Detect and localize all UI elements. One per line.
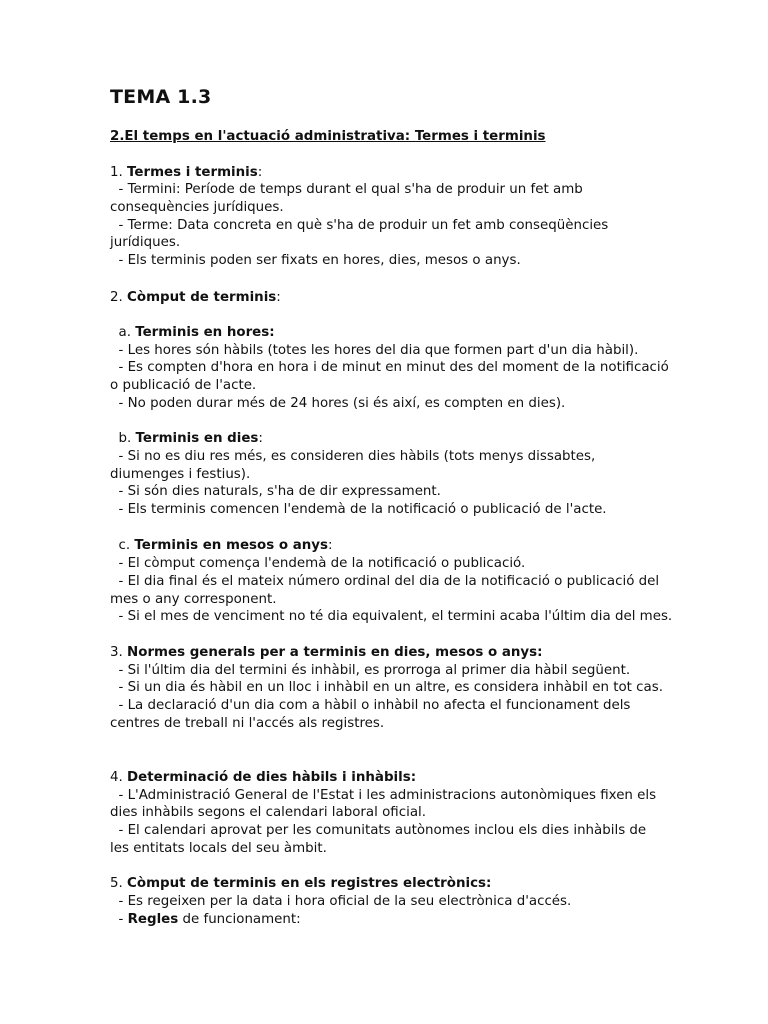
document-title: TEMA 1.3 (110, 86, 212, 108)
section-number: 1. (110, 165, 128, 180)
section-5-heading (110, 875, 491, 892)
body-line: diumenges i festius). (110, 467, 251, 482)
rules-bold: Regles (127, 912, 179, 927)
body-line-rules (110, 911, 301, 928)
subsection-heading-text: Terminis en hores: (135, 325, 275, 340)
subsection-heading-suffix: : (327, 538, 333, 553)
body-line: - La declaració d'un dia com a hàbil o inhàbil no afecta el funcionament dels (110, 698, 631, 713)
section-heading-suffix: : (276, 290, 281, 305)
subsection-heading-text: Terminis en mesos o anys (134, 538, 328, 553)
section-heading-suffix: : (257, 165, 263, 180)
section-number: 4. (110, 770, 128, 785)
rules-prefix: - (110, 912, 128, 927)
section-number: 2. (110, 290, 128, 305)
body-line: - Si són dies naturals, s'ha de dir expressament. (110, 484, 441, 499)
section-number: 3. (110, 645, 128, 660)
section-number: 5. (110, 876, 128, 891)
subsection-2a-heading (110, 324, 275, 341)
body-line: les entitats locals del seu àmbit. (110, 841, 327, 856)
subsection-2b-heading (110, 430, 263, 447)
subsection-number: b. (110, 431, 136, 446)
body-line: o publicació de l'acte. (110, 378, 257, 393)
body-line: - Es regeixen per la data i hora oficial de la seu electrònica d'accés. (110, 894, 572, 909)
body-line: dies inhàbils segons el calendari laboral oficial. (110, 805, 427, 820)
body-line: - Terme: Data concreta en què s'ha de produir un fet amb conseqüències (110, 218, 609, 233)
document-subtitle: 2.El temps en l'actuació administrativa: Termes i terminis (110, 129, 546, 144)
subsection-number: c. (110, 538, 135, 553)
section-3-heading (110, 644, 542, 661)
body-line: - Es compten d'hora en hora i de minut en minut des del moment de la notificació (110, 360, 669, 375)
body-line: mes o any corresponent. (110, 592, 277, 607)
body-line: - El còmput comença l'endemà de la notificació o publicació. (110, 556, 526, 571)
body-line: - Termini: Període de temps durant el qual s'ha de produir un fet amb (110, 182, 583, 197)
subsection-2c-heading (110, 537, 333, 554)
section-heading-text: Còmput de terminis (127, 290, 277, 305)
subsection-heading-suffix: : (258, 431, 263, 446)
body-line: jurídiques. (110, 235, 181, 250)
section-heading-text: Termes i terminis (127, 165, 258, 180)
body-line: - Els terminis poden ser fixats en hores, dies, mesos o anys. (110, 253, 521, 268)
section-heading-text: Còmput de terminis en els registres electrònics: (127, 876, 492, 891)
body-line: - L'Administració General de l'Estat i les administracions autonòmiques fixen els (110, 788, 657, 803)
body-line: consequències jurídiques. (110, 200, 284, 215)
section-2-heading (110, 289, 281, 306)
section-1-heading (110, 164, 262, 181)
body-line: - Si l'últim dia del termini és inhàbil, es prorroga al primer dia hàbil següent. (110, 663, 631, 678)
body-line: - Els terminis comencen l'endemà de la notificació o publicació de l'acte. (110, 502, 607, 517)
body-line: - El dia final és el mateix número ordinal del dia de la notificació o publicació del (110, 574, 660, 589)
subsection-heading-text: Terminis en dies (135, 431, 259, 446)
body-line: - Si el mes de venciment no té dia equivalent, el termini acaba l'últim dia del mes. (110, 609, 673, 624)
body-line: - Si no es diu res més, es consideren dies hàbils (tots menys dissabtes, (110, 449, 596, 464)
body-line: - El calendari aprovat per les comunitats autònomes inclou els dies inhàbils de (110, 823, 647, 838)
subsection-number: a. (110, 325, 136, 340)
section-heading-text: Normes generals per a terminis en dies, mesos o anys: (127, 645, 543, 660)
section-heading-text: Determinació de dies hàbils i inhàbils: (127, 770, 417, 785)
body-line: - No poden durar més de 24 hores (si és així, es compten en dies). (110, 396, 566, 411)
body-line: centres de treball ni l'accés als registres. (110, 716, 385, 731)
rules-rest: de funcionament: (178, 912, 301, 927)
section-4-heading (110, 769, 416, 786)
body-line: - Les hores són hàbils (totes les hores del dia que formen part d'un dia hàbil). (110, 343, 639, 358)
body-line: - Si un dia és hàbil en un lloc i inhàbil en un altre, es considera inhàbil en tot cas. (110, 680, 663, 695)
